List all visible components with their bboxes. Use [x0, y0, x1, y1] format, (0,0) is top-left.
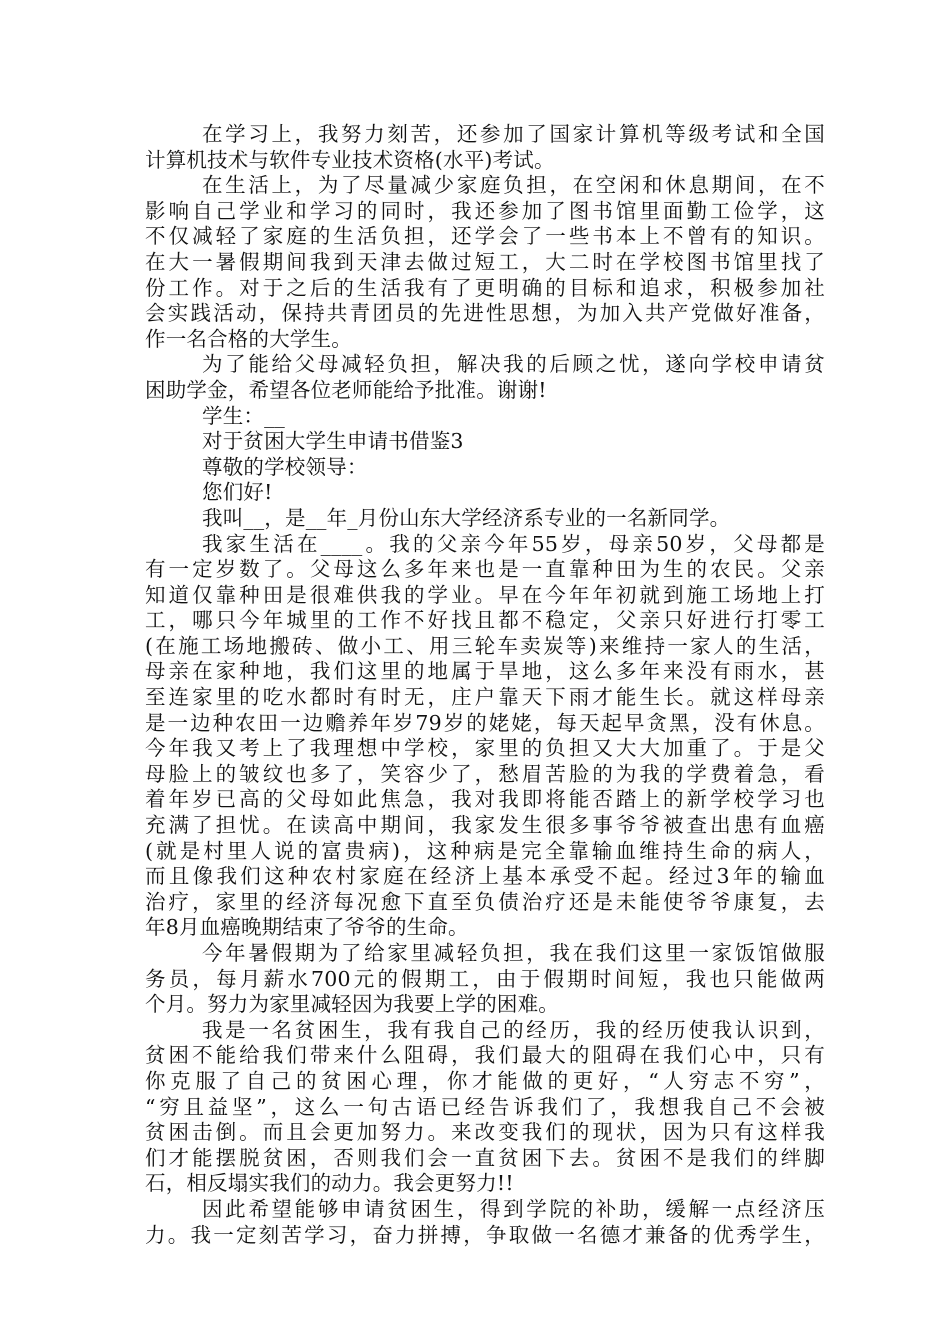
- text-line: 是一边种农田一边赡养年岁79岁的姥姥，每天起早贪黑，没有休息。: [145, 710, 825, 735]
- text-line: (在施工场地搬砖、做小工、用三轮车卖炭等)来维持一家人的生活，: [145, 633, 825, 658]
- text-line: 份工作。对于之后的生活我有了更明确的目标和追求，积极参加社: [145, 275, 825, 300]
- text-line: 在生活上，为了尽量减少家庭负担，在空闲和休息期间，在不: [202, 173, 825, 198]
- text-line: 充满了担忧。在读高中期间，我家发生很多事爷爷被查出患有血癌: [145, 813, 825, 838]
- text-line: 工，哪只今年城里的工作不好找且都不稳定，父亲只好进行打零工: [145, 608, 825, 633]
- text-line: 在学习上，我努力刻苦，还参加了国家计算机等级考试和全国: [202, 122, 825, 146]
- text-line: 因此希望能够申请贫困生，得到学院的补助，缓解一点经济压: [202, 1196, 825, 1221]
- text-line: 作一名合格的大学生。: [145, 326, 352, 351]
- text-line: 务员，每月薪水700元的假期工，由于假期时间短，我也只能做两: [145, 966, 825, 991]
- document-body: [145, 122, 825, 1248]
- text-line: 会实践活动，保持共青团员的先进性思想，为加入共产党做好准备，: [145, 301, 825, 326]
- text-line: 有一定岁数了。父母这么多年来也是一直靠种田为生的农民。父亲: [145, 557, 825, 582]
- text-line: 知道仅靠种田是很难供我的学业。早在今年年初就到施工场地上打: [145, 582, 825, 607]
- text-line: 力。我一定刻苦学习，奋力拼搏，争取做一名德才兼备的优秀学生，: [145, 1222, 825, 1247]
- text-line: 今年暑假期为了给家里减轻负担，我在我们这里一家饭馆做服: [202, 941, 825, 965]
- text-line: (就是村里人说的富贵病)，这种病是完全靠输血维持生命的病人，: [145, 838, 825, 863]
- text-line: 困助学金，希望各位老师能给予批准。谢谢!: [145, 377, 547, 402]
- text-line: 你克服了自己的贫困心理，你才能做的更好，“人穷志不穷”，: [145, 1068, 825, 1093]
- text-line: 母脸上的皱纹也多了，笑容少了，愁眉苦脸的为我的学费着急，看: [145, 761, 825, 786]
- text-line: 不仅减轻了家庭的生活负担，还学会了一些书本上不曾有的知识。: [145, 224, 825, 249]
- text-line: “穷且益坚”，这么一句古语已经告诉我们了，我想我自己不会被: [145, 1094, 825, 1119]
- text-line: 尊敬的学校领导：: [202, 454, 368, 479]
- text-line: 我家生活在____。我的父亲今年55岁，母亲50岁，父母都是: [202, 531, 825, 556]
- text-line: 对于贫困大学生申请书借鉴3: [202, 429, 464, 454]
- text-line: 计算机技术与软件专业技术资格(水平)考试。: [145, 147, 555, 172]
- text-line: 们才能摆脱贫困，否则我们会一直贫困下去。贫困不是我们的绊脚: [145, 1145, 825, 1170]
- text-line: 至连家里的吃水都时有时无，庄户靠天下雨才能生长。就这样母亲: [145, 685, 825, 710]
- text-line: 今年我又考上了我理想中学校，家里的负担又大大加重了。于是父: [145, 736, 825, 761]
- text-line: 学生：__: [202, 403, 285, 428]
- text-line: 治疗，家里的经济每况愈下直至负债治疗还是未能使爷爷康复，去: [145, 889, 825, 914]
- text-line: 贫困击倒。而且会更加努力。来改变我们的现状，因为只有这样我: [145, 1120, 825, 1145]
- text-line: 在大一暑假期间我到天津去做过短工，大二时在学校图书馆里找了: [145, 249, 825, 274]
- text-line: 您们好!: [202, 480, 273, 505]
- text-line: 石，相反塌实我们的动力。我会更努力!!: [145, 1171, 514, 1196]
- text-line: 个月。努力为家里减轻因为我要上学的困难。: [145, 992, 559, 1017]
- text-line: 而且像我们这种农村家庭在经济上基本承受不起。经过3年的输血: [145, 864, 825, 889]
- text-line: 影响自己学业和学习的同时，我还参加了图书馆里面勤工俭学，这: [145, 198, 825, 223]
- text-line: 贫困不能给我们带来什么阻碍，我们最大的阻碍在我们心中，只有: [145, 1043, 825, 1068]
- text-line: 我是一名贫困生，我有我自己的经历，我的经历使我认识到，: [202, 1017, 825, 1042]
- text-line: 着年岁已高的父母如此焦急，我对我即将能否踏上的新学校学习也: [145, 787, 825, 812]
- text-line: 母亲在家种地，我们这里的地属于旱地，这么多年来没有雨水，甚: [145, 659, 825, 684]
- text-line: 为了能给父母减轻负担，解决我的后顾之忧，遂向学校申请贫: [202, 352, 825, 377]
- text-line: 我叫__，是__年_月份山东大学经济系专业的一名新同学。: [202, 505, 731, 530]
- text-line: 年8月血癌晚期结束了爷爷的生命。: [145, 915, 469, 940]
